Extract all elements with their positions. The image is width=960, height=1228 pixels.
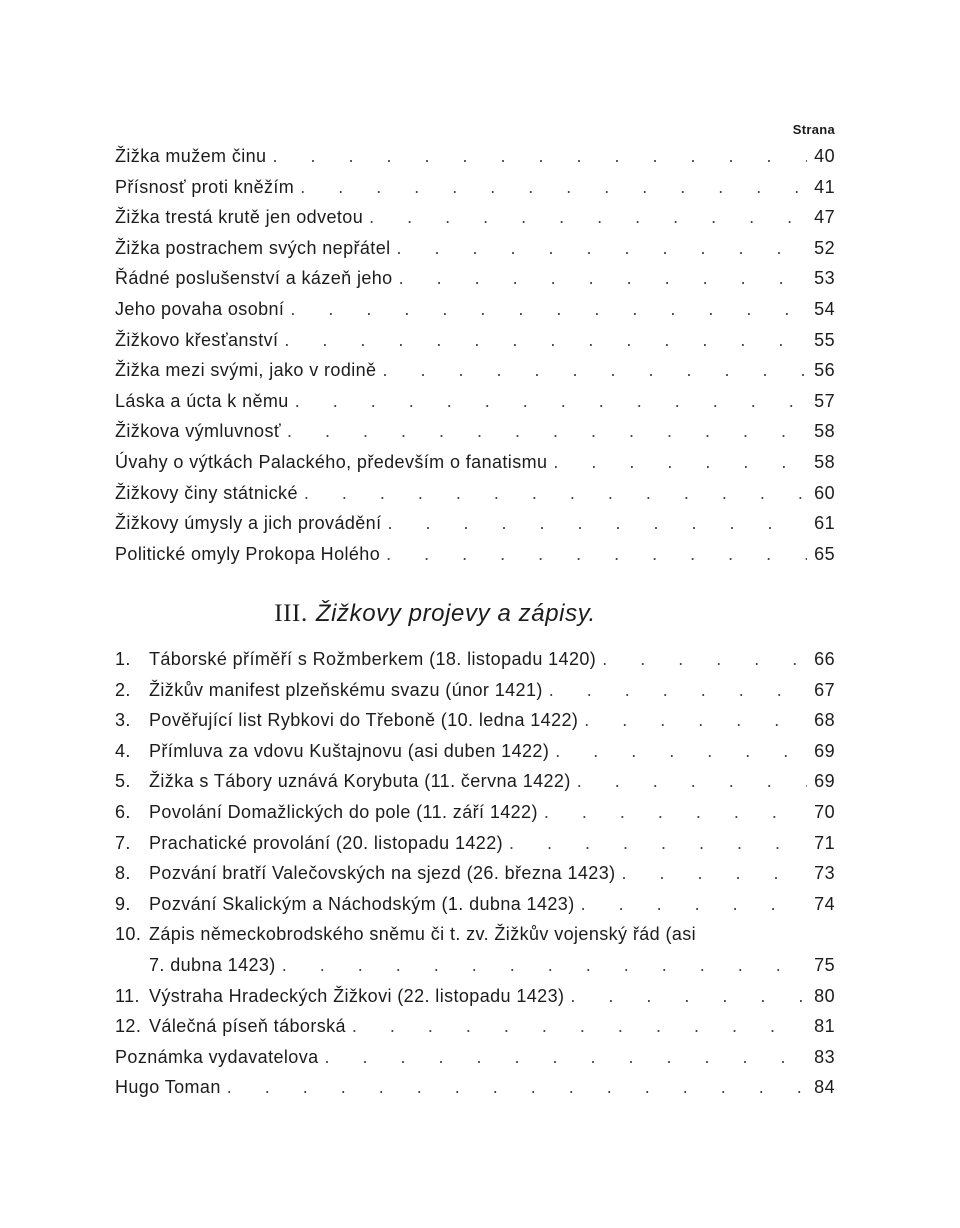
toc-entry-number: 7. bbox=[115, 832, 131, 853]
leader-dots bbox=[622, 863, 807, 884]
leader-dots bbox=[295, 391, 807, 412]
toc-entry-number: 12. bbox=[115, 1016, 142, 1037]
toc-entry-title: Žižkovy činy státnické bbox=[115, 482, 298, 503]
toc-entry-title: Hugo Toman bbox=[115, 1077, 221, 1098]
leader-dots bbox=[388, 513, 808, 534]
toc-entry-title: Táborské příměří s Rožmberkem (18. listopadu 1420) bbox=[149, 649, 597, 669]
leader-dots bbox=[300, 177, 807, 198]
toc-entry-page: 81 bbox=[814, 1016, 835, 1037]
toc-entry-page: 73 bbox=[814, 863, 835, 884]
toc-entry-page: 74 bbox=[814, 893, 835, 914]
leader-dots bbox=[382, 360, 807, 381]
leader-dots bbox=[284, 330, 807, 351]
toc-entry[interactable] bbox=[115, 513, 835, 544]
toc-entry-title: Pozvání bratří Valečovských na sjezd (26. března 1423) bbox=[149, 863, 616, 884]
toc-entry-title: Žižka mezi svými, jako v rodině bbox=[115, 360, 377, 381]
toc-entry[interactable] bbox=[115, 299, 835, 330]
leader-dots bbox=[570, 986, 807, 1007]
toc-entry-title: Láska a úcta k němu bbox=[115, 390, 289, 411]
leader-dots bbox=[581, 894, 807, 915]
toc-entry-page: 58 bbox=[814, 451, 835, 472]
toc-entry-page: 65 bbox=[814, 543, 835, 564]
leader-dots bbox=[602, 649, 807, 670]
leader-dots bbox=[584, 710, 807, 731]
leader-dots bbox=[325, 1047, 807, 1068]
toc-entry-continuation[interactable] bbox=[115, 955, 835, 986]
toc-entry-page: 52 bbox=[814, 237, 835, 258]
toc-entry[interactable] bbox=[115, 268, 835, 299]
toc-entry-page: 84 bbox=[814, 1077, 835, 1098]
leader-dots bbox=[352, 1016, 807, 1037]
toc-entry[interactable] bbox=[115, 771, 835, 802]
toc-entry-title-continued: 7. dubna 1423) bbox=[149, 954, 276, 975]
leader-dots bbox=[577, 771, 807, 792]
toc-entry-page: 47 bbox=[814, 207, 835, 228]
toc-entry-number: 6. bbox=[115, 801, 131, 822]
toc-entry-page: 67 bbox=[814, 679, 835, 700]
toc-entry[interactable] bbox=[115, 833, 835, 864]
leader-dots bbox=[399, 268, 807, 289]
toc-entry[interactable] bbox=[115, 802, 835, 833]
toc-entry[interactable] bbox=[115, 544, 835, 575]
toc-list-part2 bbox=[115, 649, 835, 1108]
leader-dots bbox=[544, 802, 807, 823]
toc-entry-title: Přímluva za vdovu Kuštajnovu (asi duben 1422) bbox=[149, 740, 550, 761]
toc-entry-title: Žižkův manifest plzeňskému svazu (únor 1421) bbox=[149, 679, 543, 700]
toc-entry[interactable] bbox=[115, 421, 835, 452]
toc-entry-title: Válečná píseň táborská bbox=[149, 1016, 346, 1037]
toc-entry-title: Žižka trestá krutě jen odvetou bbox=[115, 207, 364, 228]
leader-dots bbox=[290, 299, 807, 320]
toc-entry[interactable] bbox=[115, 649, 835, 680]
leader-dots bbox=[227, 1077, 807, 1098]
toc-entry[interactable] bbox=[115, 452, 835, 483]
toc-entry[interactable] bbox=[115, 1016, 835, 1047]
toc-entry-page: 40 bbox=[814, 146, 835, 166]
leader-dots bbox=[555, 741, 807, 762]
toc-entry-title: Žižka postrachem svých nepřátel bbox=[115, 237, 391, 258]
toc-entry-page: 60 bbox=[814, 482, 835, 503]
toc-entry-page: 41 bbox=[814, 176, 835, 197]
toc-entry-title: Žižkovo křesťanství bbox=[115, 329, 279, 350]
toc-entry-number: 8. bbox=[115, 863, 131, 884]
toc-entry[interactable] bbox=[115, 177, 835, 208]
leader-dots bbox=[386, 544, 807, 565]
toc-entry-page: 80 bbox=[814, 985, 835, 1006]
toc-entry-title: Žižka s Tábory uznává Korybuta (11. června 1422) bbox=[149, 771, 571, 792]
toc-entry[interactable] bbox=[115, 207, 835, 238]
toc-entry-page: 53 bbox=[814, 268, 835, 289]
toc-entry-page: 66 bbox=[814, 649, 835, 669]
toc-entry-title: Prachatické provolání (20. listopadu 1422) bbox=[149, 832, 504, 853]
leader-dots bbox=[282, 955, 807, 976]
toc-entry[interactable] bbox=[115, 391, 835, 422]
toc-entry-title: Výstraha Hradeckých Žižkovi (22. listopadu 1423) bbox=[149, 985, 565, 1006]
leader-dots bbox=[304, 483, 807, 504]
toc-list-part1 bbox=[115, 146, 835, 574]
section-heading bbox=[115, 600, 755, 628]
toc-entry-page: 58 bbox=[814, 421, 835, 442]
toc-entry-title: Řádné poslušenství a kázeň jeho bbox=[115, 268, 393, 289]
toc-entry[interactable] bbox=[115, 741, 835, 772]
toc-entry[interactable] bbox=[115, 483, 835, 514]
leader-dots bbox=[549, 680, 807, 701]
toc-entry-page: 55 bbox=[814, 329, 835, 350]
section-title: Žižkovy projevy a zápisy. bbox=[315, 600, 596, 627]
toc-entry-number: 3. bbox=[115, 710, 131, 731]
toc-entry-page: 83 bbox=[814, 1046, 835, 1067]
toc-entry-title: Jeho povaha osobní bbox=[115, 298, 285, 319]
toc-entry-title: Žižka mužem činu bbox=[115, 146, 267, 166]
toc-entry[interactable] bbox=[115, 710, 835, 741]
toc-entry[interactable] bbox=[115, 1047, 835, 1078]
toc-entry[interactable] bbox=[115, 894, 835, 925]
toc-entry[interactable] bbox=[115, 238, 835, 269]
toc-entry-number: 4. bbox=[115, 740, 131, 761]
toc-entry-page: 71 bbox=[814, 832, 835, 853]
toc-entry-title: Žižkovy úmysly a jich provádění bbox=[115, 513, 382, 534]
toc-entry[interactable] bbox=[115, 330, 835, 361]
toc-entry-number: 11. bbox=[115, 985, 140, 1006]
toc-entry-title: Úvahy o výtkách Palackého, především o fanatismu bbox=[115, 451, 548, 472]
toc-entry[interactable] bbox=[115, 863, 835, 894]
section-roman-numeral: III. bbox=[274, 600, 308, 627]
toc-entry[interactable] bbox=[115, 986, 835, 1017]
toc-entry-title: Přísnosť proti kněžím bbox=[115, 176, 295, 197]
toc-entry-page: 56 bbox=[814, 360, 835, 381]
leader-dots bbox=[369, 207, 807, 228]
toc-entry-title: Politické omyly Prokopa Holého bbox=[115, 543, 381, 564]
toc-entry-title: Povolání Domažlických do pole (11. září 1422) bbox=[149, 801, 538, 822]
toc-entry-page: 75 bbox=[814, 954, 835, 975]
toc-entry-number: 9. bbox=[115, 893, 131, 914]
toc-entry-number: 5. bbox=[115, 771, 131, 792]
toc-entry-title: Pozvání Skalickým a Náchodským (1. dubna 1423) bbox=[149, 893, 575, 914]
toc-entry-number: 2. bbox=[115, 679, 131, 700]
page-column-label: Strana bbox=[792, 122, 835, 137]
leader-dots bbox=[287, 421, 807, 442]
toc-entry-page: 57 bbox=[814, 390, 835, 411]
toc-entry[interactable] bbox=[115, 360, 835, 391]
leader-dots bbox=[553, 452, 807, 473]
toc-entry-page: 69 bbox=[814, 771, 835, 792]
toc-entry[interactable] bbox=[115, 680, 835, 711]
leader-dots bbox=[272, 146, 807, 167]
toc-entry-page: 69 bbox=[814, 740, 835, 761]
toc-entry-title: Pověřující list Rybkovi do Třeboně (10. ledna 1422) bbox=[149, 710, 579, 731]
toc-entry-title: Žižkova výmluvnosť bbox=[115, 421, 281, 442]
toc-entry[interactable] bbox=[115, 924, 835, 955]
toc-entry-number: 10. bbox=[115, 924, 142, 945]
toc-entry[interactable] bbox=[115, 1077, 835, 1108]
leader-dots bbox=[509, 833, 807, 854]
toc-entry-page: 61 bbox=[814, 513, 835, 534]
toc-entry-title: Zápis německobrodského sněmu či t. zv. Žižkův vojenský řád (asi bbox=[149, 924, 697, 945]
toc-entry-number: 1. bbox=[115, 649, 131, 669]
toc-entry-page: 54 bbox=[814, 298, 835, 319]
toc-entry-title: Poznámka vydavatelova bbox=[115, 1046, 319, 1067]
toc-entry[interactable] bbox=[115, 146, 835, 177]
toc-entry-page: 68 bbox=[814, 710, 835, 731]
toc-entry-page: 70 bbox=[814, 801, 835, 822]
leader-dots bbox=[397, 238, 807, 259]
